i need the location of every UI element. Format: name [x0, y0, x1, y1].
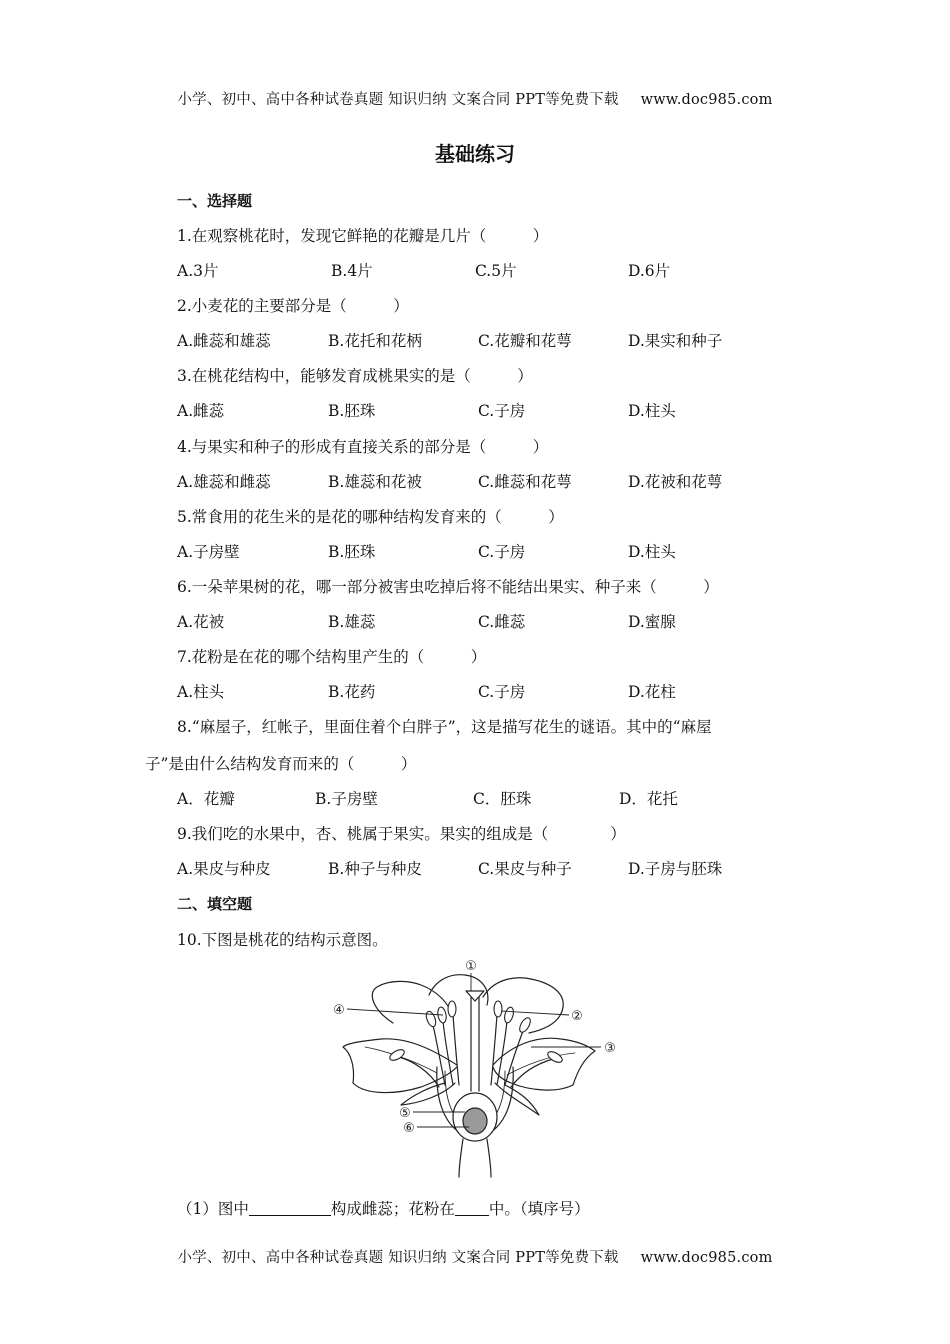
question-9: 9.我们吃的水果中，杏、桃属于果实。果实的组成是（ ） [177, 825, 626, 843]
option-c: C.子房 [478, 683, 526, 701]
option-c: C.花瓣和花萼 [478, 332, 572, 350]
option-a: A.花被 [177, 613, 225, 631]
anther [494, 1001, 502, 1017]
question-3: 3.在桃花结构中，能够发育成桃果实的是（ ） [177, 367, 533, 385]
question-5-options [177, 540, 857, 562]
option-a: A.子房壁 [177, 543, 240, 561]
option-a: A.3片 [177, 262, 219, 280]
question-1-options [177, 259, 857, 281]
peach-flower-diagram [325, 955, 625, 1180]
page-footer [0, 1246, 950, 1267]
anther [546, 1050, 564, 1065]
pistil-style [471, 997, 479, 1091]
question-4-options [177, 470, 857, 492]
question-8-options [177, 787, 857, 809]
option-a: A．花瓣 [177, 790, 235, 808]
option-b: B.胚珠 [328, 402, 376, 420]
option-c: C.子房 [478, 402, 526, 420]
anther [425, 1010, 438, 1028]
option-b: B.雄蕊和花被 [328, 473, 422, 491]
sepal-right [495, 1083, 539, 1115]
question-7: 7.花粉是在花的哪个结构里产生的（ ） [177, 648, 487, 666]
q10-part1-suffix: 中。（填序号） [488, 1200, 590, 1218]
option-c: C.雌蕊和花萼 [478, 473, 572, 491]
q10-part1-prefix: （1）图中 [177, 1200, 249, 1218]
question-5: 5.常食用的花生米的是花的哪种结构发育来的（ ） [177, 508, 564, 526]
anther [448, 1001, 456, 1017]
footer-text: 小学、初中、高中各种试卷真题 知识归纳 文案合同 PPT等免费下载 [177, 1250, 619, 1266]
section-heading-choice: 一、选择题 [177, 192, 253, 210]
header-text: 小学、初中、高中各种试卷真题 知识归纳 文案合同 PPT等免费下载 [177, 92, 619, 108]
label-3: ③ [604, 1041, 616, 1056]
option-c: C．胚珠 [473, 790, 532, 808]
option-b: B.种子与种皮 [328, 860, 422, 878]
option-d: D.6片 [628, 262, 671, 280]
option-a: A.雄蕊和雌蕊 [177, 473, 271, 491]
option-a: A.雌蕊 [177, 402, 225, 420]
ovule [463, 1108, 487, 1134]
question-10: 10.下图是桃花的结构示意图。 [177, 931, 388, 949]
label-4: ④ [333, 1003, 345, 1018]
question-6-options [177, 610, 857, 632]
stamen-filaments [399, 1015, 553, 1087]
question-1: 1.在观察桃花时，发现它鲜艳的花瓣是几片（ ） [177, 227, 549, 245]
option-d: D.果实和种子 [628, 332, 723, 350]
option-d: D.花柱 [628, 683, 676, 701]
flower-illustration [325, 955, 625, 1180]
option-b: B.4片 [331, 262, 373, 280]
anther [518, 1016, 533, 1034]
option-c: C.雌蕊 [478, 613, 526, 631]
answer-blank-pollen[interactable] [455, 1201, 489, 1216]
anther [503, 1006, 515, 1024]
question-3-options [177, 399, 857, 421]
option-a: A.柱头 [177, 683, 225, 701]
option-a: A.果皮与种皮 [177, 860, 271, 878]
question-2-options [177, 329, 857, 351]
label-6: ⑥ [403, 1121, 415, 1136]
label-5: ⑤ [399, 1106, 411, 1121]
header-url[interactable]: www.doc985.com [640, 92, 773, 108]
page-title: 基础练习 [435, 142, 515, 166]
q10-part1-middle: 构成雌蕊；花粉在 [330, 1200, 455, 1218]
question-6: 6.一朵苹果树的花，哪一部分被害虫吃掉后将不能结出果实、种子来（ ） [177, 578, 719, 596]
question-9-options [177, 857, 857, 879]
option-c: C.5片 [475, 262, 517, 280]
option-b: B.雄蕊 [328, 613, 376, 631]
option-b: B.花药 [328, 683, 376, 701]
option-b: B.胚珠 [328, 543, 376, 561]
question-8: 8.“麻屋子，红帐子，里面住着个白胖子”，这是描写花生的谜语。其中的“麻屋 [177, 718, 712, 736]
option-d: D．花托 [619, 790, 678, 808]
pedicel [459, 1139, 463, 1177]
option-d: D.柱头 [628, 543, 676, 561]
question-8-continued: 子”是由什么结构发育而来的（ ） [145, 755, 417, 773]
option-d: D.蜜腺 [628, 613, 676, 631]
option-d: D.花被和花萼 [628, 473, 723, 491]
label-1: ① [465, 959, 477, 974]
answer-blank-pistil[interactable] [249, 1201, 331, 1216]
question-2: 2.小麦花的主要部分是（ ） [177, 297, 409, 315]
option-d: D.柱头 [628, 402, 676, 420]
label-2: ② [571, 1009, 583, 1024]
section-heading-fill: 二、填空题 [177, 895, 253, 913]
option-b: B.花托和花柄 [328, 332, 422, 350]
stigma [466, 991, 484, 1001]
option-c: C.子房 [478, 543, 526, 561]
footer-url[interactable]: www.doc985.com [640, 1250, 773, 1266]
question-10-part-1 [177, 1197, 590, 1219]
option-b: B.子房壁 [315, 790, 378, 808]
question-7-options [177, 680, 857, 702]
option-c: C.果皮与种子 [478, 860, 572, 878]
option-d: D.子房与胚珠 [628, 860, 723, 878]
petal-right [493, 1038, 595, 1090]
page-header [0, 88, 950, 109]
option-a: A.雌蕊和雄蕊 [177, 332, 271, 350]
anther [388, 1048, 406, 1063]
question-4: 4.与果实和种子的形成有直接关系的部分是（ ） [177, 438, 549, 456]
